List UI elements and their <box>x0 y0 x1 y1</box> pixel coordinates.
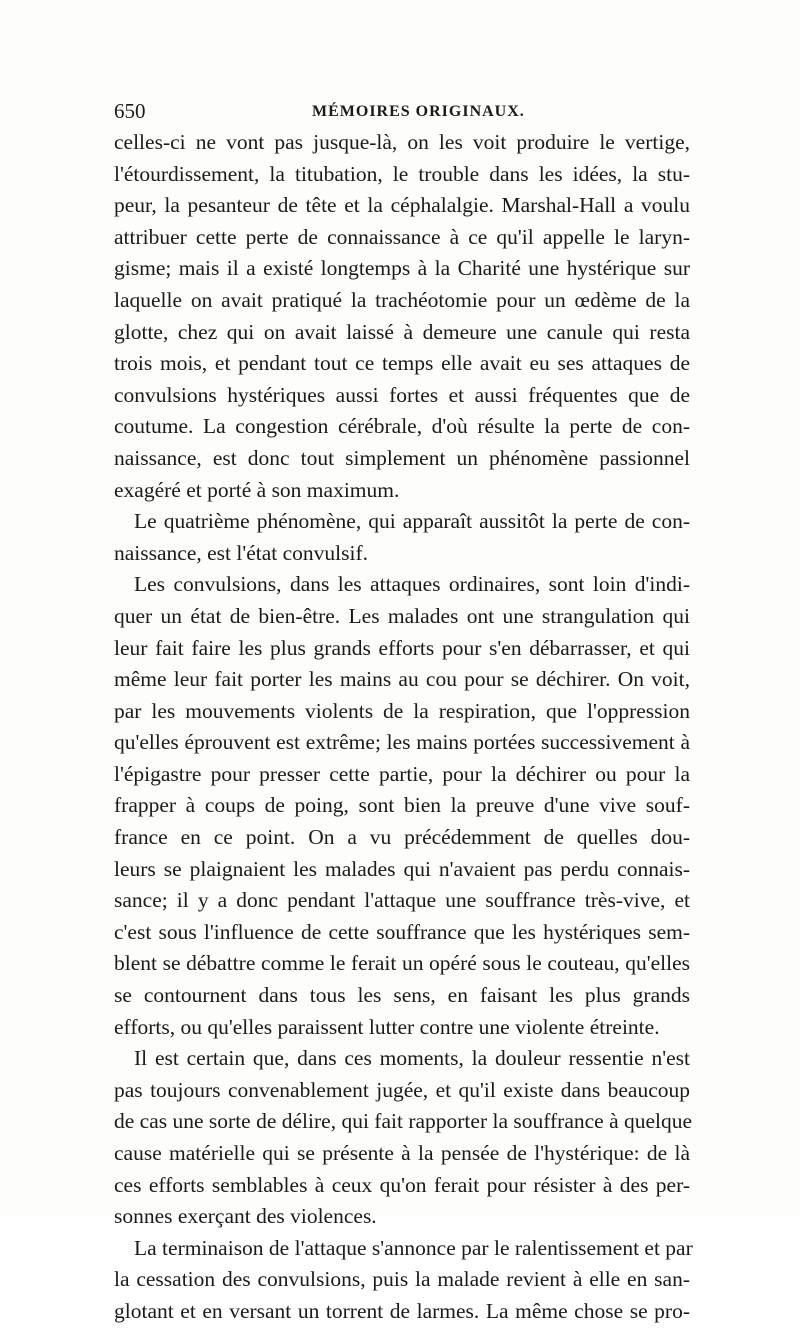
text-line: la cessation des convulsions, puis la malade revient à elle en san- <box>114 1267 690 1292</box>
text-line: leur fait faire les plus grands efforts pour s'en débarrasser, et qui <box>114 635 690 660</box>
text-line: Les convulsions, dans les attaques ordinaires, sont loin d'indi- <box>134 572 690 597</box>
text-line: blent se débattre comme le ferait un opéré sous le couteau, qu'elles <box>114 951 690 976</box>
body-text <box>114 127 693 1328</box>
text-line: sonnes exerçant des violences. <box>114 1204 377 1229</box>
text-line: qu'elles éprouvent est extrême; les mains portées successivement à <box>114 730 690 755</box>
text-line: frapper à coups de poing, sont bien la preuve d'une vive souf- <box>114 793 690 818</box>
text-line: pas toujours convenablement jugée, et qu'il existe dans beaucoup <box>114 1077 690 1102</box>
text-line: par les mouvements violents de la respiration, que l'oppression <box>114 698 690 723</box>
text-line: l'épigastre pour presser cette partie, pour la déchirer ou pour la <box>114 761 690 786</box>
text-line: cause matérielle qui se présente à la pensée de l'hystérique: de là <box>114 1141 690 1165</box>
text-line: Le quatrième phénomène, qui apparaît aussitôt la perte de con- <box>134 509 690 534</box>
text-line: celles-ci ne vont pas jusque-là, on les voit produire le vertige, <box>114 130 690 154</box>
text-line: efforts, ou qu'elles paraissent lutter contre une violente étreinte. <box>114 1014 660 1039</box>
text-line: quer un état de bien-être. Les malades ont une strangulation qui <box>114 603 690 628</box>
text-line: l'étourdissement, la titubation, le trouble dans les idées, la stu- <box>114 161 690 186</box>
running-head <box>114 96 686 126</box>
text-line: peur, la pesanteur de tête et la céphalalgie. Marshal-Hall a voulu <box>114 193 690 218</box>
text-line: attribuer cette perte de connaissance à ce qu'il appelle le laryn- <box>114 224 690 249</box>
text-line: c'est sous l'influence de cette souffrance que les hystériques sem- <box>114 919 690 944</box>
text-line: leurs se plaignaient les malades qui n'avaient pas perdu connais- <box>114 856 690 881</box>
text-line: trois mois, et pendant tout ce temps elle avait eu ses attaques de <box>114 351 690 376</box>
text-line: gisme; mais il a existé longtemps à la Charité une hystérique sur <box>114 256 690 281</box>
text-line: Il est certain que, dans ces moments, la douleur ressentie n'est <box>134 1046 690 1071</box>
running-title: MÉMOIRES ORIGINAUX. <box>312 103 525 120</box>
text-line: La terminaison de l'attaque s'annonce par le ralentissement et par <box>134 1235 693 1260</box>
text-line: glotte, chez qui on avait laissé à demeure une canule qui resta <box>114 319 690 344</box>
text-line: de cas une sorte de délire, qui fait rapporter la souffrance à quelque <box>114 1109 693 1134</box>
text-line: se contournent dans tous les sens, en faisant les plus grands <box>114 983 690 1008</box>
text-line: naissance, est donc tout simplement un phénomène passionnel <box>114 445 690 470</box>
text-line: laquelle on avait pratiqué la trachéotomie pour un œdème de la <box>114 287 690 312</box>
text-line: france en ce point. On a vu précédemment de quelles dou- <box>114 825 690 850</box>
text-line: convulsions hystériques aussi fortes et aussi fréquentes que de <box>114 382 690 407</box>
page-number: 650 <box>114 99 146 123</box>
text-line: ces efforts semblables à ceux qu'on ferait pour résister à des per- <box>114 1172 690 1197</box>
text-line: glotant et en versant un torrent de larmes. La même chose se pro- <box>114 1298 690 1323</box>
text-line: exagéré et porté à son maximum. <box>114 477 400 502</box>
text-line: sance; il y a donc pendant l'attaque une souffrance très-vive, et <box>114 888 690 913</box>
text-line: coutume. La congestion cérébrale, d'où résulte la perte de con- <box>114 414 690 439</box>
text-line: même leur fait porter les mains au cou pour se déchirer. On voit, <box>114 667 690 692</box>
text-line: naissance, est l'état convulsif. <box>114 540 369 565</box>
